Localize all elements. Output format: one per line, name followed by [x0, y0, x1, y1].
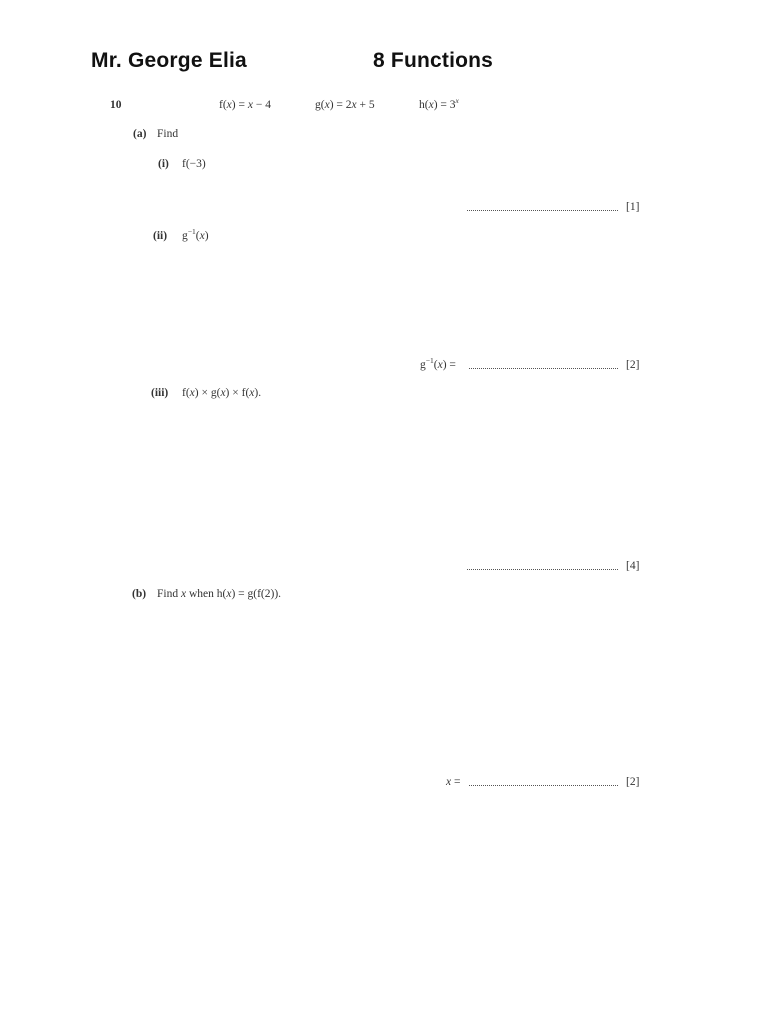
part-b-var: x	[180, 588, 187, 600]
answer-b-var: x	[446, 776, 452, 788]
function-g-definition	[315, 99, 375, 111]
marks-b: [2]	[626, 776, 640, 788]
page-title: 8 Functions	[373, 49, 494, 72]
sub-ii-open: (	[195, 230, 200, 242]
answer-ii-exponent: −1	[425, 356, 434, 365]
part-b-mid: when h(	[186, 588, 227, 600]
question-number: 10	[110, 99, 122, 111]
function-h-definition	[419, 96, 459, 111]
h-var: x	[428, 99, 434, 111]
sub-ii-base: g	[182, 230, 188, 242]
part-a-instruction: Find	[157, 128, 179, 140]
sub-ii-close: )	[204, 230, 209, 242]
part-b-pre: Find	[157, 588, 181, 600]
sub-ii-exponent: −1	[187, 227, 196, 236]
h-rhs: ) = 3	[433, 99, 456, 111]
h-exponent: x	[455, 96, 459, 105]
answer-line-i[interactable]	[467, 210, 618, 211]
part-a-label: (a)	[133, 128, 147, 140]
g-var: x	[324, 99, 330, 111]
sub-iii-part-2: ) × g(	[194, 387, 221, 399]
sub-iii-expression	[182, 387, 261, 399]
function-f-definition	[219, 99, 271, 111]
sub-iii-part-6: ).	[254, 387, 262, 399]
h-lhs: h(	[419, 99, 429, 111]
part-b-instruction	[157, 588, 281, 600]
sub-iii-label: (iii)	[151, 387, 169, 399]
answer-ii-tail: ) =	[442, 359, 456, 371]
g-tail: + 5	[356, 99, 375, 111]
sub-i-label: (i)	[158, 158, 169, 170]
answer-prefix-ii	[420, 356, 456, 371]
sub-iii-part-0: f(	[182, 387, 190, 399]
f-var2: x	[247, 99, 253, 111]
answer-ii-open: (	[433, 359, 438, 371]
answer-ii-base: g	[420, 359, 426, 371]
sub-iii-part-1: x	[189, 387, 195, 399]
sub-ii-var: x	[199, 230, 205, 242]
f-var: x	[226, 99, 232, 111]
part-b-label: (b)	[132, 588, 147, 600]
sub-iii-part-4: ) × f(	[225, 387, 250, 399]
sub-ii-label: (ii)	[153, 230, 168, 242]
answer-line-ii[interactable]	[469, 368, 618, 369]
marks-iii: [4]	[626, 560, 640, 572]
sub-iii-part-5: x	[249, 387, 255, 399]
answer-ii-var: x	[437, 359, 443, 371]
f-tail: − 4	[252, 99, 271, 111]
author-name: Mr. George Elia	[91, 49, 247, 72]
g-lhs: g(	[315, 99, 325, 111]
answer-line-iii[interactable]	[467, 569, 618, 570]
f-rhs: ) =	[231, 99, 248, 111]
marks-i: [1]	[626, 201, 640, 213]
part-b-var2: x	[226, 588, 232, 600]
answer-line-b[interactable]	[469, 785, 618, 786]
answer-prefix-b	[446, 776, 460, 788]
answer-b-eq: =	[451, 776, 461, 788]
g-var2: x	[351, 99, 357, 111]
marks-ii: [2]	[626, 359, 640, 371]
sub-i-expression: f(−3)	[182, 158, 206, 170]
part-b-post: ) = g(f(2)).	[231, 588, 282, 600]
sub-ii-expression	[182, 227, 209, 242]
sub-iii-part-3: x	[220, 387, 226, 399]
g-rhs: ) = 2	[329, 99, 352, 111]
f-lhs: f(	[219, 99, 227, 111]
